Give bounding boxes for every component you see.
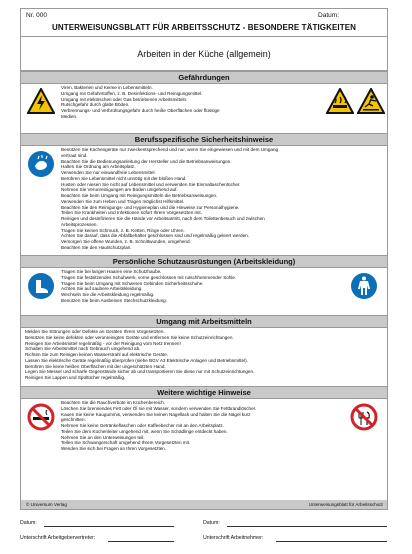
sheet-header bbox=[21, 9, 387, 37]
section-equipment bbox=[21, 328, 387, 386]
list-item: Nehmen Sie an den Unterweisungen teil. bbox=[61, 434, 145, 440]
list-item: Teilen Sie Krankheiten und Infektionen sofort Ihrem Vorgesetzten mit. bbox=[61, 210, 202, 216]
section-title-equipment: Umgang mit Arbeitsmitteln bbox=[21, 315, 387, 328]
list-item: Beachten Sie die Bedienungsanleitung der Hersteller und die Betriebsanweisungen. bbox=[61, 158, 232, 164]
list-item: Nehmen Sie keine Getränkeflaschen oder Kaffeebecher mit an den Arbeitsplatz. bbox=[61, 423, 224, 428]
ppe-lines bbox=[61, 268, 341, 315]
section-title-further: Weitere wichtige Hinweise bbox=[21, 386, 387, 399]
list-item: Benützen Sie keine defekten oder verunreinigten Geräte und entfernen Sie keine Schutzeinrichtungen. bbox=[25, 334, 234, 340]
list-item: Wechseln Sie die Arbeitskleidung regelmäßig. bbox=[61, 292, 155, 297]
list-item: Achten Sie darauf, dass die Abfallbehälter geschlossen sind und regelmäßig geleert werden. bbox=[61, 233, 249, 239]
safety-icon bbox=[21, 146, 61, 255]
protective-clothing-icon bbox=[350, 272, 378, 300]
date-label-left: Datum: bbox=[20, 520, 37, 526]
list-item: Verwenden Sie nur einwandfreie Lebensmittel. bbox=[61, 170, 156, 175]
section-ppe bbox=[21, 268, 387, 315]
list-item: Verwenden Sie zum Heben und Tragen möglichst Hilfsmittel. bbox=[61, 198, 185, 204]
list-item: Tragen Sie bei langen Haaren eine Schutzhaube. bbox=[61, 269, 162, 274]
list-item: Berühren Sie Lebensmittel nicht unnötig mit der bloßen Hand. bbox=[61, 175, 187, 181]
wash-hands-icon bbox=[27, 150, 55, 178]
list-item: Reinigen Sie Arbeitsmittel regelmäßig - vor der Reinigung vom Netz trennen! bbox=[25, 340, 181, 346]
no-food-icon bbox=[350, 403, 378, 431]
publisher-label: © Universum Verlag bbox=[26, 502, 67, 507]
further-icon-right bbox=[341, 399, 387, 465]
list-item: Teilen Sie Schwangerschaft umgehend Ihrem Vorgesetzten mit. bbox=[61, 440, 191, 446]
employer-signature-label: Unterschrift Arbeitgebervertreter: bbox=[20, 535, 96, 541]
list-item: Arbeitsprozessen. bbox=[61, 221, 98, 227]
employer-signature-line[interactable] bbox=[108, 541, 174, 542]
section-title-safety: Berufsspezifische Sicherheitshinweise bbox=[21, 133, 387, 146]
section-safety bbox=[21, 146, 387, 255]
list-item: Lassen Sie elektrische Geräte regelmäßig überprüfen (siehe BGV A3 Elektrische Anlagen und Betriebsmittel). bbox=[25, 357, 248, 363]
date-label-right: Datum: bbox=[203, 520, 220, 526]
list-item: Löschen Sie brennendes Fett oder Öl nie mit Wasser, sondern verwenden Sie Fettbrandlöscher. bbox=[61, 405, 257, 411]
section-title-ppe: Persönliche Schutzausrüstungen (Arbeitskleidung) bbox=[21, 255, 387, 268]
sheet-footer bbox=[21, 500, 387, 509]
further-icon-left bbox=[21, 399, 61, 465]
list-item: Reinigen Sie Lappen und Spültücher regelmäßig. bbox=[25, 375, 126, 380]
date-line-left[interactable] bbox=[44, 526, 174, 527]
hazard-icons-right bbox=[323, 84, 387, 133]
list-item: Medien. bbox=[61, 113, 78, 119]
list-item: geschnitten. bbox=[61, 417, 86, 423]
safety-shoes-icon bbox=[27, 272, 55, 300]
sheet-number: Nr. 000 bbox=[26, 12, 47, 19]
list-item: Verbrennungs- und Verbrühungsgefahr durch heiße Oberflächen oder flüssige bbox=[61, 108, 220, 113]
sheet-subtitle: Arbeiten in der Küche (allgemein) bbox=[21, 37, 387, 71]
employee-signature-line[interactable] bbox=[276, 541, 387, 542]
section-title-hazards: Gefährdungen bbox=[21, 71, 387, 84]
section-further bbox=[21, 399, 387, 465]
ppe-icon-right bbox=[341, 268, 387, 315]
sheet-type-label: Unterweisungsblatt für Arbeitsschutz bbox=[308, 502, 383, 507]
list-item: Tragen Sie keinen Schmuck, z. B. Ketten, Ringe oder Uhren. bbox=[61, 227, 185, 233]
list-item: Wenden Sie sich bei Fragen an Ihren Vorgesetzten. bbox=[61, 446, 167, 451]
further-lines bbox=[61, 399, 341, 465]
list-item: Beachten Sie den Hautschutzplan. bbox=[61, 244, 132, 250]
list-item: Beachten Sie beim Umgang mit Reinigungsmitteln die Betriebsanweisungen. bbox=[61, 193, 218, 198]
ppe-icon-left bbox=[21, 268, 61, 315]
header-date-label: Datum: bbox=[318, 12, 339, 19]
list-item: Nehmen Sie Verunreinigungen am Boden umgehend auf. bbox=[61, 187, 178, 193]
hot-surface-warning-icon bbox=[326, 88, 354, 114]
list-item: Teilen Sie dem Küchenleiter umgehend mit, wenn Sie Schädlinge entdeckt haben. bbox=[61, 428, 228, 434]
list-item: Umgang mit Gefahrstoffen, z. B. Desinfektions- und Reinigungsmittel. bbox=[61, 90, 203, 96]
list-item: Richten Sie zum Reinigen keinen Wasserstrahl auf elektrische Geräte. bbox=[25, 352, 169, 357]
list-item: Beachten Sie den Reinigungs- und Hygieneplan und die Hinweise zur Personalhygiene. bbox=[61, 204, 240, 210]
list-item: Berühren Sie keine heißen Oberflächen mit der ungeschützten Hand. bbox=[25, 363, 166, 369]
electric-warning-icon bbox=[27, 88, 55, 114]
no-smoking-icon bbox=[27, 403, 55, 431]
list-item: Benützen Sie Küchengeräte nur zweckentsprechend und nur, wenn Sie eingewiesen und mit dem Umgang bbox=[61, 147, 279, 152]
instruction-sheet bbox=[20, 8, 388, 510]
list-item: Umgang mit elektrischen oder Gas betriebenen Arbeitsmitteln. bbox=[61, 96, 188, 102]
date-line-right[interactable] bbox=[227, 526, 387, 527]
sheet-title: UNTERWEISUNGSBLATT FÜR ARBEITSSCHUTZ - BESONDERE TÄTIGKEITEN bbox=[51, 23, 357, 32]
list-item: Kauen Sie keine Kaugummis, verwenden Sie keinen Nagellack und halten Sie die Nägel kurz bbox=[61, 411, 251, 417]
list-item: Halten Sie Ordnung am Arbeitsplatz. bbox=[61, 164, 136, 170]
list-item: Achten Sie auf saubere Arbeitskleidung. bbox=[61, 286, 143, 292]
list-item: Versorgen Sie offene Wunden, z. B. Schnittwunden, umgehend. bbox=[61, 239, 191, 244]
list-item: vertraut sind. bbox=[61, 152, 88, 158]
list-item: Legen Sie Messer und scharfe Gegenstände sicher ab und transportieren Sie diese nur mit Schutzeinrichtungen. bbox=[25, 369, 255, 375]
slip-hazard-warning-icon bbox=[357, 88, 385, 114]
list-item: Beachten Sie die Rauchverbote im Küchenbereich. bbox=[61, 400, 165, 405]
section-hazards bbox=[21, 84, 387, 133]
hazard-icon-left bbox=[21, 84, 61, 133]
list-item: Husten oder niesen Sie nicht auf Lebensmittel und verwenden Sie Einmaltaschentücher. bbox=[61, 181, 241, 187]
hazard-lines bbox=[61, 84, 323, 133]
list-item: Rutschgefahr durch glatte Böden. bbox=[61, 102, 130, 108]
list-item: Tragen Sie festsitzendes Schuhwerk, vorne geschlossen mit rutschhemmender Sohle. bbox=[61, 274, 237, 280]
list-item: Viren, Bakterien und Keime in Lebensmitteln. bbox=[61, 85, 153, 90]
list-item: Melden Sie Störungen oder Defekte an Geräten Ihrem Vorgesetzten. bbox=[25, 329, 165, 334]
list-item: Schalten Sie Arbeitsmittel nach Gebrauch umgehend ab. bbox=[25, 346, 141, 352]
safety-lines bbox=[61, 146, 387, 255]
list-item: Benutzen Sie beim Ausbeinen Stechschutzkleidung. bbox=[61, 297, 167, 303]
list-item: Reinigen und desinfizieren Sie die Hände vor Arbeitsantritt, nach dem Toilettenbesuch und zwischen bbox=[61, 216, 265, 221]
equipment-lines bbox=[21, 328, 387, 386]
list-item: Tragen Sie beim Umgang mit Schweren Gebinden Sicherheitsschuhe. bbox=[61, 280, 204, 286]
employee-signature-label: Unterschrift Arbeitnehmer: bbox=[203, 535, 264, 541]
